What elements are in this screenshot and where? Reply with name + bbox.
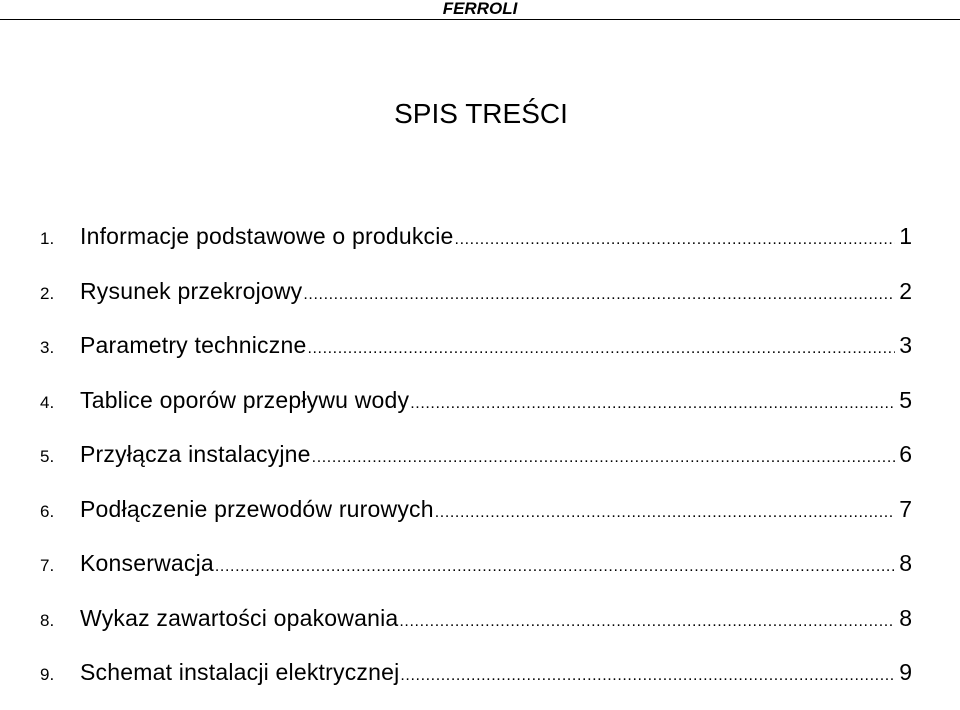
toc-entry-number: 8. [40, 610, 55, 630]
toc-entry-number: 6. [40, 501, 55, 521]
toc-entry-page: 6 [899, 441, 912, 467]
toc-entry[interactable] [40, 219, 912, 274]
toc-entry-page: 2 [899, 277, 912, 304]
toc-dot-leader [410, 387, 895, 421]
toc-entry-number: 3. [40, 338, 55, 357]
toc-entry-number: 4. [40, 392, 55, 412]
toc-entry-number: 9. [40, 665, 55, 684]
toc-entry-page: 1 [899, 223, 912, 249]
toc-entry[interactable] [40, 546, 912, 601]
toc-entry-label: Schemat instalacji elektrycznej [80, 659, 400, 685]
toc-dot-leader [435, 496, 895, 530]
toc-entry-label: Konserwacja [80, 550, 214, 576]
toc-entry-page: 3 [899, 332, 912, 358]
page-title-text: SPIS TREŚCI [394, 98, 568, 129]
toc-entry-page: 8 [899, 550, 912, 576]
toc-entry-number: 5. [40, 447, 55, 466]
toc-entry[interactable] [40, 274, 912, 329]
brand-header: FERROLI [442, 0, 518, 18]
toc-entry-label: Przyłącza instalacyjne [80, 441, 311, 467]
toc-entry-page: 8 [899, 604, 912, 631]
toc-dot-leader [399, 605, 895, 639]
toc-entry-number: 2. [40, 283, 55, 303]
toc-entry[interactable] [40, 601, 912, 656]
toc-entry-label: Podłączenie przewodów rurowych [80, 495, 434, 522]
toc-entry[interactable] [40, 492, 912, 547]
toc-entry-label: Rysunek przekrojowy [80, 277, 303, 304]
toc-dot-leader [307, 332, 895, 366]
toc-dot-leader [455, 223, 896, 257]
toc-entry-number: 1. [40, 229, 55, 248]
toc-dot-leader [215, 550, 895, 584]
toc-entry-label: Wykaz zawartości opakowania [80, 604, 399, 631]
toc-dot-leader [312, 441, 896, 475]
toc-entry-page: 5 [899, 386, 912, 413]
toc-entry[interactable] [40, 383, 912, 438]
header-divider [0, 19, 960, 20]
toc-entry-label: Parametry techniczne [80, 332, 307, 358]
page-title [0, 96, 960, 132]
toc-entry[interactable] [40, 328, 912, 383]
toc-entry-number: 7. [40, 556, 55, 575]
toc-dot-leader [303, 278, 895, 312]
toc-entry-page: 9 [899, 659, 912, 685]
toc-entry[interactable] [40, 655, 912, 710]
toc-entry-label: Informacje podstawowe o produkcie [80, 223, 454, 249]
table-of-contents [40, 219, 912, 710]
toc-entry-page: 7 [899, 495, 912, 522]
toc-dot-leader [400, 659, 895, 693]
toc-entry[interactable] [40, 437, 912, 492]
toc-entry-label: Tablice oporów przepływu wody [80, 386, 410, 413]
